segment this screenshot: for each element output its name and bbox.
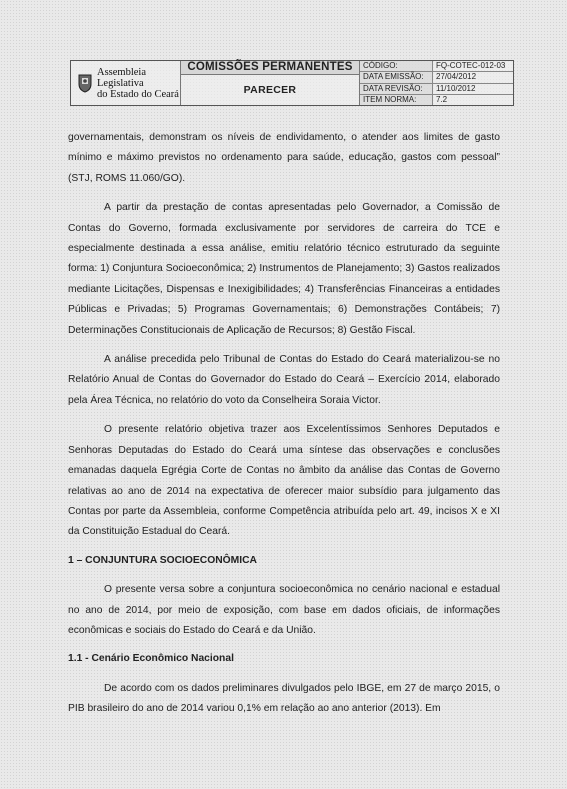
paragraph: A análise precedida pelo Tribunal de Contas do Estado do Ceará materializou-se no Relatório Anual de Contas do Governador do Estado do Ceará – Exercício 2014, elaborado pela Área Técnica, no relatório do voto da Conselheira Soraia Victor. (68, 354, 500, 406)
meta-value: 11/10/2012 (436, 83, 476, 93)
paragraph: De acordo com os dados preliminares divulgados pelo IBGE, em 27 de março 2015, o PIB brasileiro do ano de 2014 variou 0,1% em relação ao ano anterior (2013). Em (68, 682, 500, 715)
meta-label: CÓDIGO: (360, 61, 433, 71)
paragraph: A partir da prestação de contas apresentadas pelo Governador, a Comissão de Contas do Governo, formada exclusivamente por servidores de carreira do TCE e especialmente destinada a essa análise, emitiu relatório técnico estruturado da seguinte forma: 1) Conjuntura Socioeconômica; 2) Instrumentos de Planejamento; 3) Gastos realizados mediante Licitações, Dispensas e Inexigibilidades; 4) Transferências Financeiras a entidades Públicas e Privadas; 5) Programas Governamentais; 6) Demonstrações Contábeis; 7) Determinações Constitucionais de Aplicação de Recursos; 8) Gestão Fiscal. (68, 202, 500, 336)
subsection-heading: 1.1 - Cenário Econômico Nacional (68, 653, 234, 665)
paragraph: O presente versa sobre a conjuntura socioeconômica no cenário nacional e estadual no ano de 2014, por meio de exposição, com base em dados oficiais, de informações econômicas e sociais do Estado do Ceará e da União. (68, 584, 500, 636)
document-header (70, 60, 514, 106)
meta-value: FQ-COTEC-012-03 (436, 61, 506, 70)
header-subtitle: PARECER (243, 84, 297, 96)
meta-label: DATA EMISSÃO: (360, 72, 433, 82)
meta-row (360, 95, 513, 105)
section-heading: 1 – CONJUNTURA SOCIOECONÔMICA (68, 554, 257, 566)
meta-row (360, 61, 513, 72)
document-meta-table (360, 61, 513, 105)
institution-logo (71, 61, 181, 105)
meta-row (360, 72, 513, 83)
meta-value: 27/04/2012 (436, 72, 477, 82)
org-name-line2: do Estado do Ceará (97, 88, 179, 100)
header-title: COMISSÕES PERMANENTES (181, 61, 359, 75)
document-body (68, 128, 500, 720)
meta-value: 7.2 (436, 94, 448, 104)
coat-of-arms-icon (77, 72, 93, 94)
meta-label: DATA REVISÃO: (360, 84, 433, 94)
meta-label: ITEM NORMA: (360, 95, 433, 105)
meta-row (360, 84, 513, 95)
org-name-line1: Assembleia Legislativa (97, 66, 146, 89)
paragraph: governamentais, demonstram os níveis de endividamento, o atender aos limites de gasto mínimo e máximo previstos no ordenamento para saúde, educação, gastos com pessoal” (STJ, ROMS 11.060/GO). (68, 132, 500, 184)
paragraph: O presente relatório objetiva trazer aos Excelentíssimos Senhores Deputados e Senhoras Deputadas do Estado do Ceará uma síntese das observações e conclusões emanadas daquela Egrégia Corte de Contas no âmbito da análise das Contas de Governo relativas ao ano de 2014 na expectativa de oferecer maior subsídio para julgamento das Contas por parte da Assembleia, conforme Competência atribuída pelo art. 49, incisos X e XI da Constituição Estadual do Ceará. (68, 424, 500, 538)
